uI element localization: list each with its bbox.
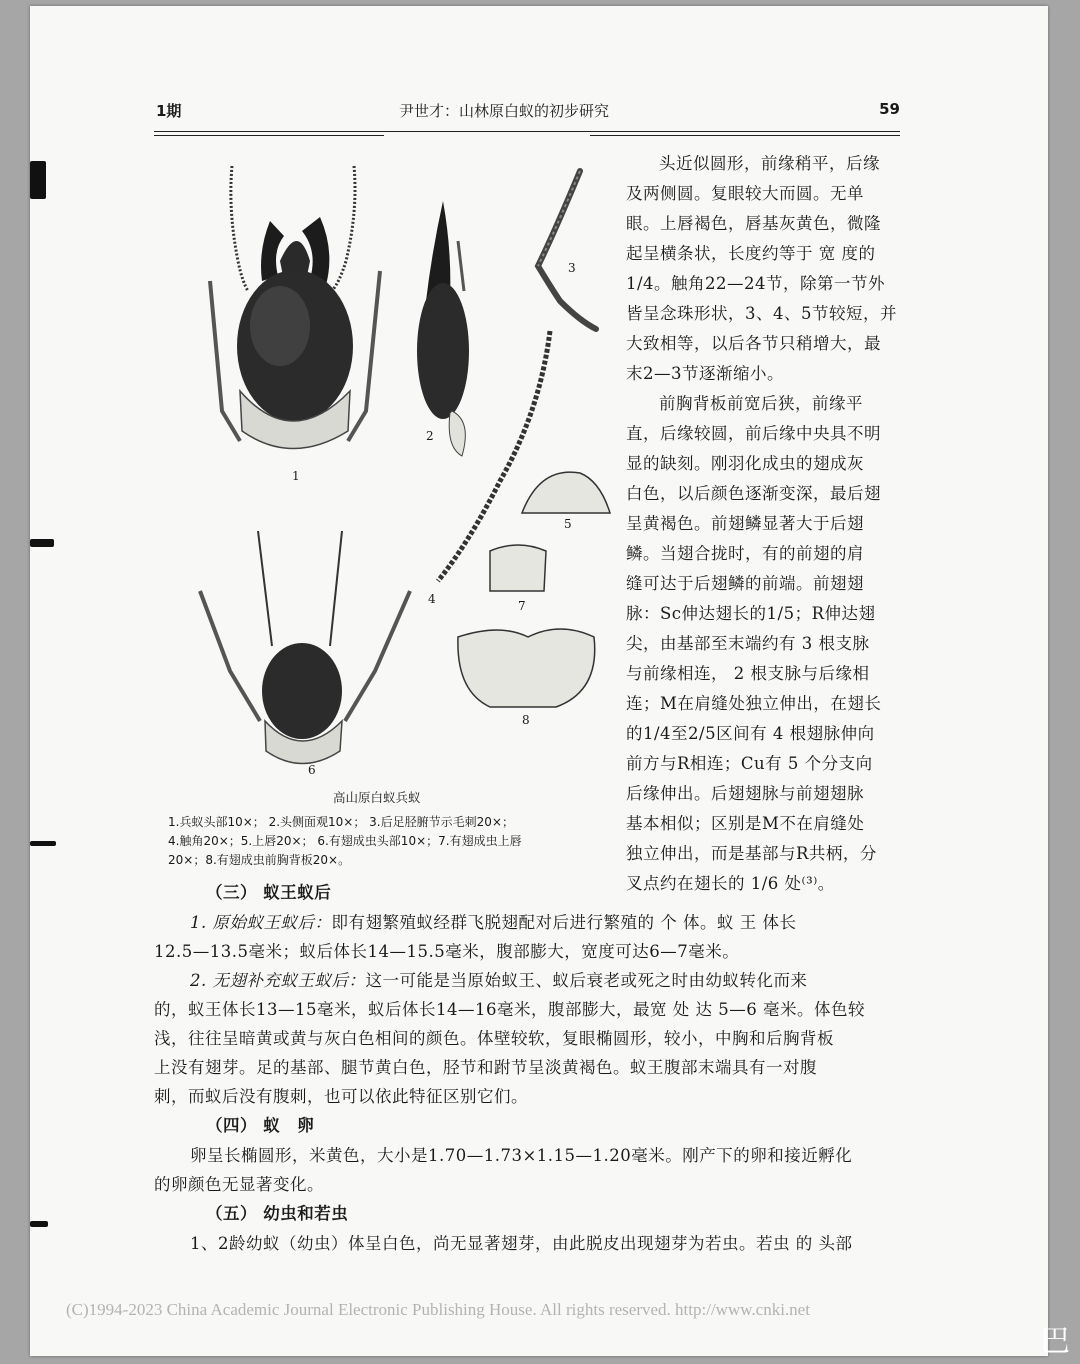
copyright-footer: (C)1994-2023 China Academic Journal Electronic Publishing House. All rights reserved. http://www.cnki.net xyxy=(66,1300,810,1319)
figure-label-4: 4 xyxy=(428,592,436,606)
text-line: 缝可达于后翅鳞的前端。前翅翅 xyxy=(626,574,864,593)
right-column-text xyxy=(626,149,902,899)
text-line: 及两侧圆。复眼较大而圆。无单 xyxy=(626,184,864,203)
article-title: 尹世才：山林原白蚁的初步研究 xyxy=(399,102,610,120)
figure-caption xyxy=(168,813,638,870)
text-line: 尖，由基部至末端约有 3 根支脉 xyxy=(626,634,870,653)
figure-title: 高山原白蚁兵蚁 xyxy=(333,790,421,805)
figure-label-6: 6 xyxy=(308,763,316,777)
text-line: 1/4。触角22—24节，除第一节外 xyxy=(626,274,886,293)
caption-line: 4.触角20×；5.上唇20×； 6.有翅成虫头部10×；7.有翅成虫上唇 xyxy=(168,834,522,848)
term-label: 1. 原始蚁王蚁后： xyxy=(190,913,332,932)
issue-label: 1期 xyxy=(156,102,182,120)
figure-label-2: 2 xyxy=(426,429,434,443)
text-line: 呈黄褐色。前翅鳞显著大于后翅 xyxy=(626,514,864,533)
figure-label-3: 3 xyxy=(568,261,576,275)
text-line: 直，后缘较圆，前后缘中央具不明 xyxy=(626,424,881,443)
text-line: 的1/4至2/5区间有 4 根翅脉伸向 xyxy=(626,724,875,743)
text-line: 上没有翅芽。足的基部、腿节黄白色，胫节和跗节呈淡黄褐色。蚁王腹部末端具有一对腹 xyxy=(154,1058,817,1077)
text-line: 头近似圆形，前缘稍平，后缘 xyxy=(659,154,880,173)
alate-labrum-drawing xyxy=(490,545,546,591)
text-line: 与前缘相连， 2 根支脉与后缘相 xyxy=(626,664,870,683)
text-line: 后缘伸出。后翅翅脉与前翅翅脉 xyxy=(626,784,864,803)
figure-label-1: 1 xyxy=(292,469,300,483)
head-side-view-drawing xyxy=(417,201,469,456)
scan-mark xyxy=(30,841,56,846)
text-line: 12.5—13.5毫米；蚁后体长14—15.5毫米，腹部膨大，宽度可达6—7毫米。 xyxy=(154,942,740,961)
text-line: 1、2龄幼蚁（幼虫）体呈白色，尚无显著翅芽，由此脱皮出现翅芽为若虫。若虫 的 头部 xyxy=(190,1234,853,1253)
text-segment: 这一可能是当原始蚁王、蚁后衰老或死之时由幼蚁转化而来 xyxy=(365,971,808,990)
section-heading-larvae-nymphs: （五） 幼虫和若虫 xyxy=(206,1204,349,1223)
header-rule xyxy=(154,131,900,132)
document-page xyxy=(30,6,1048,1356)
column-rule-left xyxy=(154,135,384,136)
body-text xyxy=(154,878,902,1258)
text-line: 前方与R相连；Cu有 5 个分支向 xyxy=(626,754,873,773)
text-line xyxy=(154,966,902,995)
text-line: 独立伸出，而是基部与R共柄，分 xyxy=(626,844,877,863)
column-rule-right xyxy=(590,135,900,136)
text-line: 眼。上唇褐色，唇基灰黄色，微隆 xyxy=(626,214,881,233)
overlay-glyph: 巴 xyxy=(1040,1324,1070,1359)
text-line: 基本相似；区别是M不在肩缝处 xyxy=(626,814,865,833)
text-line: 的卵颜色无显著变化。 xyxy=(154,1175,324,1194)
scan-mark xyxy=(30,539,54,547)
term-label: 2. 无翅补充蚁王蚁后： xyxy=(190,971,366,990)
text-line: 连；M在肩缝处独立伸出，在翅长 xyxy=(626,694,882,713)
text-line: 脉：Sc伸达翅长的1/5；R伸达翅 xyxy=(626,604,876,623)
text-line: 刺，而蚁后没有腹刺，也可以依此特征区别它们。 xyxy=(154,1087,528,1106)
text-segment: 即有翅繁殖蚁经群飞脱翅配对后进行繁殖的 个 体。蚁 王 体长 xyxy=(331,913,797,932)
text-line: 大致相等，以后各节只稍增大，最 xyxy=(626,334,881,353)
scan-mark xyxy=(30,161,46,199)
page-number: 59 xyxy=(879,100,900,118)
text-line: 末2—3节逐渐缩小。 xyxy=(626,364,784,383)
text-line xyxy=(154,908,902,937)
figure-label-7: 7 xyxy=(518,599,526,613)
text-line: 的，蚁王体长13—15毫米，蚁后体长14—16毫米，腹部膨大，最宽 处 达 5—6 毫米。体色较 xyxy=(154,1000,865,1019)
text-line: 鳞。当翅合拢时，有的前翅的肩 xyxy=(626,544,864,563)
hind-leg-drawing xyxy=(538,171,596,329)
paragraph-head-shape xyxy=(626,149,902,389)
text-line: 叉点约在翅长的 1/6 处⁽³⁾。 xyxy=(626,874,835,893)
text-line: 皆呈念珠形状，3、4、5节较短，并 xyxy=(626,304,897,323)
termite-figure xyxy=(160,151,620,791)
section-heading-king-queen: （三） 蚁王蚁后 xyxy=(206,883,332,902)
pronotum-drawing xyxy=(458,629,595,707)
paragraph-pronotum-wings xyxy=(626,389,902,899)
text-line: 显的缺刻。刚羽化成虫的翅成灰 xyxy=(626,454,864,473)
alate-head-drawing xyxy=(200,531,410,764)
text-line: 浅，往往呈暗黄或黄与灰白色相间的颜色。体壁较软，复眼椭圆形，较小，中胸和后胸背板 xyxy=(154,1029,834,1048)
scan-mark xyxy=(30,1221,48,1227)
text-line: 起呈横条状，长度约等于 宽 度的 xyxy=(626,244,876,263)
text-line: 卵呈长椭圆形，米黄色，大小是1.70—1.73×1.15—1.20毫米。刚产下的卵和接近孵化 xyxy=(190,1146,853,1165)
text-line: 白色，以后颜色逐渐变深，最后翅 xyxy=(626,484,881,503)
figure-label-5: 5 xyxy=(564,517,572,531)
caption-line: 20×；8.有翅成虫前胸背板20×。 xyxy=(168,853,351,867)
labrum-drawing xyxy=(522,472,610,513)
termite-drawings xyxy=(160,151,620,791)
figure-label-8: 8 xyxy=(522,713,530,727)
running-header xyxy=(154,98,900,124)
section-heading-eggs: （四） 蚁 卵 xyxy=(206,1116,315,1135)
text-line: 前胸背板前宽后狭，前缘平 xyxy=(659,394,863,413)
soldier-head-drawing xyxy=(210,166,380,449)
caption-line: 1.兵蚁头部10×； 2.头侧面观10×； 3.后足胫腑节示毛刺20×； xyxy=(168,815,514,829)
